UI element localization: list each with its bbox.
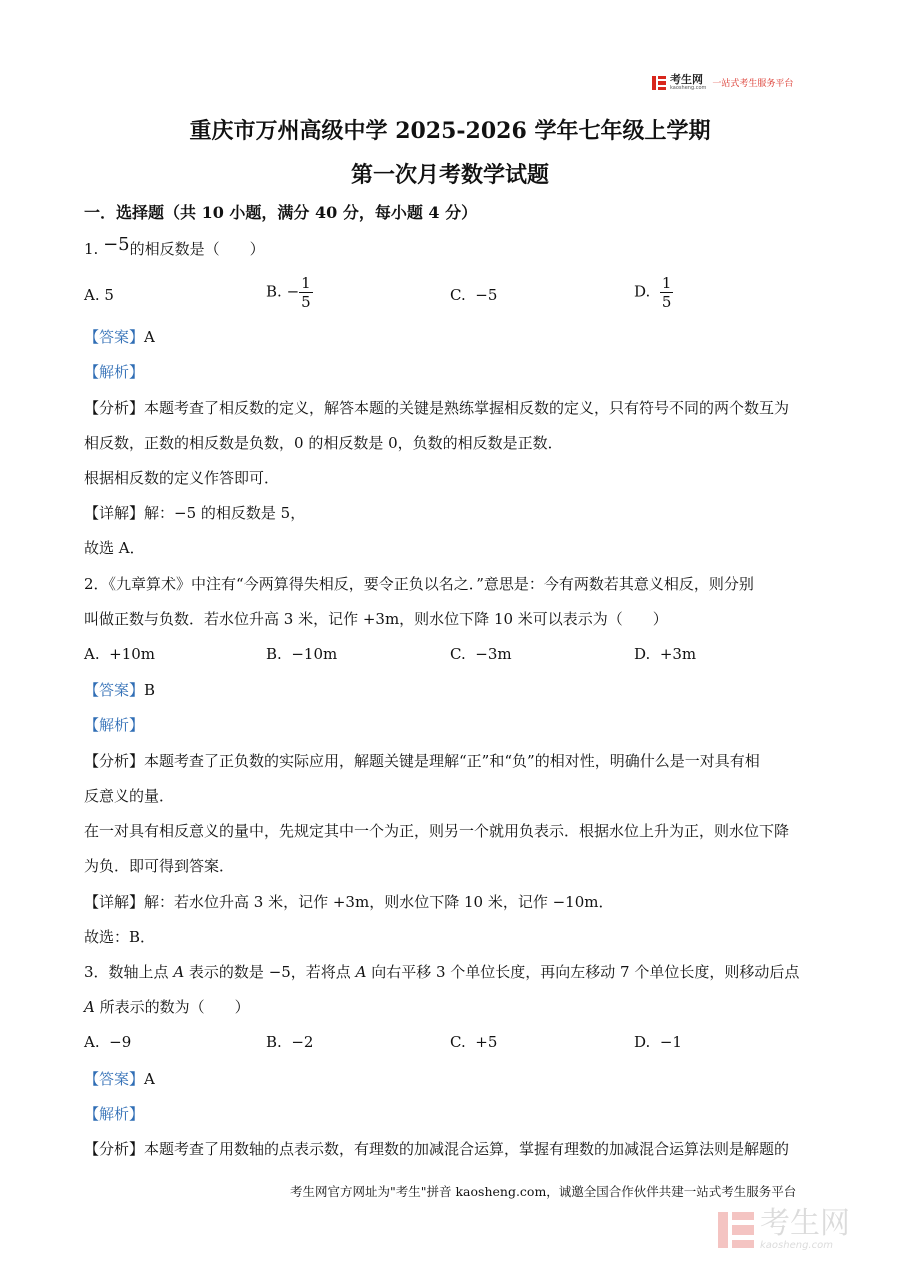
q3-option-b: B. −2 xyxy=(266,1033,314,1051)
logo-slogan: 一站式考生服务平台 xyxy=(712,79,794,89)
question-2-stem-line2: 叫做正数与负数．若水位升高 3 米，记作 +3m，则水位下降 10 米可以表示为（ ） xyxy=(84,610,668,628)
q3-fenxi: 【分析】本题考查了用数轴的点表示数，有理数的加减混合运算，掌握有理数的加减混合运算法则是解题的 xyxy=(84,1140,790,1158)
q3-option-d: D. −1 xyxy=(634,1033,682,1051)
q2-fenxi-line3: 在一对具有相反意义的量中，先规定其中一个为正，则另一个就用负表示．根据水位上升为正，则水位下降 xyxy=(84,822,790,840)
q1-option-c: C. −5 xyxy=(450,286,498,304)
question-1-stem: 1. −5的相反数是（ ） xyxy=(84,234,265,258)
q1-fenxi: 【分析】本题考查了相反数的定义，解答本题的关键是熟练掌握相反数的定义，只有符号不同的两个数互为 xyxy=(84,399,790,417)
q2-option-a: A. +10m xyxy=(84,645,156,663)
q1-fenxi-line3: 根据相反数的定义作答即可． xyxy=(84,469,280,487)
q1-fenxi-line2: 相反数，正数的相反数是负数，0 的相反数是 0，负数的相反数是正数． xyxy=(84,434,563,452)
q3-option-c: C. +5 xyxy=(450,1033,498,1051)
watermark-logo-icon xyxy=(718,1212,754,1248)
q1-analysis-tag: 【解析】 xyxy=(84,363,145,381)
q2-option-b: B. −10m xyxy=(266,645,338,663)
q2-detail-line2: 故选：B． xyxy=(84,928,156,946)
q2-fenxi-line2: 反意义的量． xyxy=(84,787,175,805)
brand-logo-icon xyxy=(652,76,666,90)
watermark-domain: kaosheng.com xyxy=(760,1240,833,1251)
q1-option-a: A. 5 xyxy=(84,286,114,304)
question-3-stem: 3．数轴上点 A 表示的数是 −5，若将点 A 向右平移 3 个单位长度，再向左移动 7 个单位长度，则移动后点 xyxy=(84,963,800,981)
q1-option-b: B. − $\frac{1}{5}$ xyxy=(266,274,311,311)
q1-detail: 【详解】解：−5 的相反数是 5， xyxy=(84,504,306,522)
q3-answer: 【答案】A xyxy=(84,1070,155,1088)
q2-fenxi: 【分析】本题考查了正负数的实际应用，解题关键是理解“正”和“负”的相对性，明确什么是一对具有相 xyxy=(84,752,760,770)
q2-option-c: C. −3m xyxy=(450,645,512,663)
section-heading: 一．选择题（共 10 小题，满分 40 分，每小题 4 分） xyxy=(84,203,478,222)
question-2-stem: 2．《九章算术》中注有“今两算得失相反，要令正负以名之．”意思是：今有两数若其意义相反，则分别 xyxy=(84,575,754,593)
q3-analysis-tag: 【解析】 xyxy=(84,1105,145,1123)
q2-fenxi-line4: 为负．即可得到答案． xyxy=(84,857,235,875)
question-3-stem-line2: A 所表示的数为（ ） xyxy=(84,998,250,1016)
q1-option-d: D. $\frac{1}{5}$ xyxy=(634,274,672,311)
q1-detail-line2: 故选 A． xyxy=(84,539,145,557)
watermark-brand: 考生网 xyxy=(760,1206,850,1241)
q2-answer: 【答案】B xyxy=(84,681,156,699)
page-subtitle: 第一次月考数学试题 xyxy=(350,162,549,188)
header-logo xyxy=(652,74,793,91)
page-title: 重庆市万州高级中学 2025-2026 学年七年级上学期 xyxy=(189,118,711,144)
watermark xyxy=(718,1208,850,1251)
q2-option-d: D. +3m xyxy=(634,645,697,663)
logo-domain: kaosheng.com xyxy=(670,85,707,91)
footer-text: 考生网官方网址为"考生"拼音 kaosheng.com，诚邀全国合作伙伴共建一站式考生服务平台 xyxy=(290,1184,797,1199)
q2-detail: 【详解】解：若水位升高 3 米，记作 +3m，则水位下降 10 米，记作 −10m． xyxy=(84,893,614,911)
q3-option-a: A. −9 xyxy=(84,1033,132,1051)
q2-analysis-tag: 【解析】 xyxy=(84,716,145,734)
q1-answer: 【答案】A xyxy=(84,328,155,346)
logo-brand: 考生网 kaosheng.com xyxy=(670,73,707,91)
